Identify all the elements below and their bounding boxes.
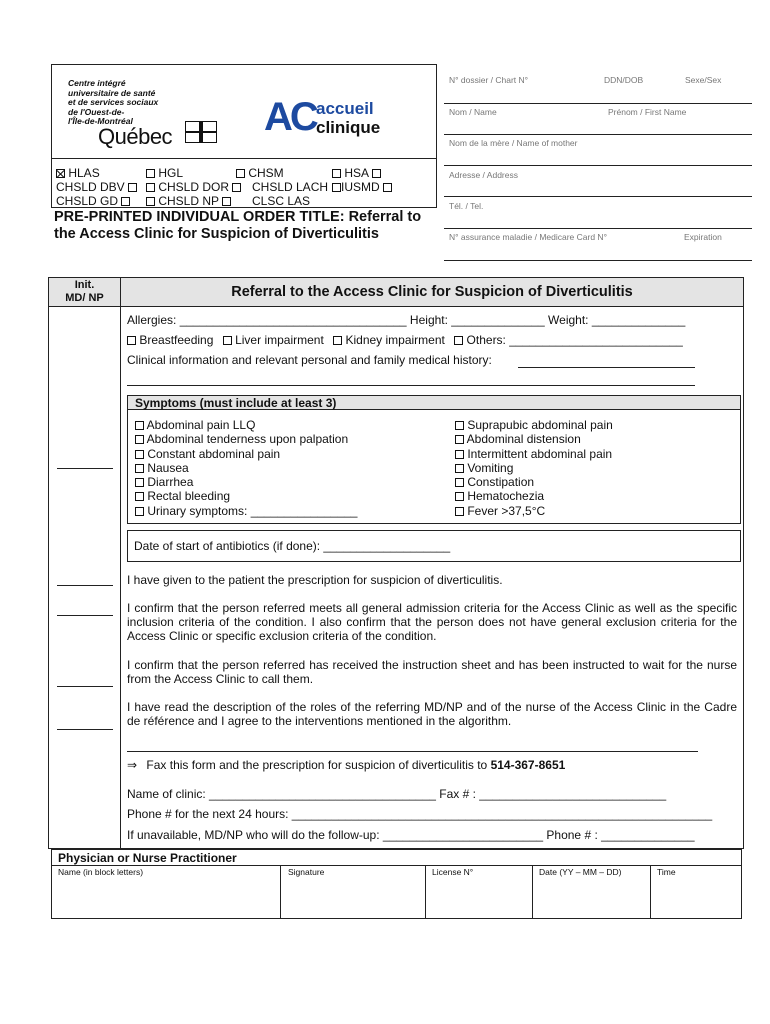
name-field[interactable]: Name (in block letters)	[58, 867, 144, 877]
statement-criteria: I confirm that the person referred meets all general admission criteria for the Access Clinic as well as the specific inclusion criteria of the condition. I also confirm that the person does not have general exclusion criteria for the Access Clinic or specific exclusion criteria of the condition.	[127, 601, 737, 643]
statement-roles: I have read the description of the roles of the referring MD/NP and of the nurse of the Access Clinic in the Cadre de référence and I agree to the interventions mentioned in the algorithm.	[127, 700, 737, 728]
arrow-icon: ⇒	[127, 758, 138, 772]
others-checkbox[interactable]	[454, 336, 463, 345]
site-chsld-gd[interactable]: CHSLD GD	[56, 194, 130, 208]
dob-label: DDN/DOB	[604, 75, 644, 85]
first-name-label: Prénom / First Name	[608, 107, 687, 117]
init-line-symptoms[interactable]	[57, 468, 113, 469]
init-header: Init. MD/ NP	[65, 279, 104, 304]
mother-label: Nom de la mère / Name of mother	[449, 138, 578, 148]
symptom-item[interactable]: Intermittent abdominal pain	[455, 447, 613, 461]
symptoms-right-list	[455, 418, 613, 518]
kidney-checkbox[interactable]	[333, 336, 342, 345]
separator-line	[127, 751, 698, 752]
tel-label: Tél. / Tel.	[449, 201, 484, 211]
chart-label: N° dossier / Chart N°	[449, 75, 529, 85]
site-hsa[interactable]: HSA	[332, 166, 381, 180]
clinical-info-label: Clinical information and relevant personal and family medical history:	[127, 353, 492, 367]
symptom-item[interactable]: Suprapubic abdominal pain	[455, 418, 613, 432]
clinic-name-line[interactable]: Name of clinic: __________________________________ Fax # : ____________________________	[127, 787, 667, 801]
symptom-item[interactable]: Fever >37,5°C	[455, 504, 613, 518]
breastfeeding-checkbox[interactable]	[127, 336, 136, 345]
site-chsm-checkbox[interactable]	[236, 169, 245, 178]
time-field[interactable]: Time	[657, 867, 676, 877]
expiration-label: Expiration	[684, 232, 722, 242]
site-hgl[interactable]: HGL	[146, 166, 183, 180]
init-column-divider	[120, 277, 121, 849]
statement-prescription: I have given to the patient the prescription for suspicion of diverticulitis.	[127, 573, 503, 587]
fleur-de-lis-flag-icon	[185, 121, 217, 143]
symptom-item[interactable]: Urinary symptoms: ________________	[135, 504, 357, 518]
sex-label: Sexe/Sex	[685, 75, 722, 85]
init-line-2[interactable]	[57, 615, 113, 616]
allergies-line[interactable]: Allergies: __________________________________ Height: ______________ Weight: ______________	[127, 313, 686, 327]
site-hsa-checkbox[interactable]	[332, 169, 341, 178]
signature-header-divider	[51, 865, 742, 866]
site-chsm[interactable]: CHSM	[236, 166, 284, 180]
license-field[interactable]: License N°	[432, 867, 474, 877]
symptom-item[interactable]: Constant abdominal pain	[135, 447, 357, 461]
medicare-label: N° assurance maladie / Medicare Card N°	[449, 232, 607, 242]
ac-word-clinique: clinique	[316, 118, 381, 137]
institution-logo: Centre intégré universitaire de santé et de services sociaux de l'Ouest-de- l'Île-de-Montréal	[68, 78, 159, 126]
site-chsld-dbv[interactable]: CHSLD DBV	[56, 180, 137, 194]
init-line-3[interactable]	[57, 686, 113, 687]
symptom-item[interactable]: Rectal bleeding	[135, 489, 357, 503]
symptom-item[interactable]: Constipation	[455, 475, 613, 489]
init-line-1[interactable]	[57, 585, 113, 586]
statement-instruction: I confirm that the person referred has received the instruction sheet and has been instructed to wait for the nurse from the Access Clinic to call them.	[127, 658, 737, 686]
signature-field[interactable]: Signature	[288, 867, 325, 877]
fax-instruction: ⇒ Fax this form and the prescription for suspicion of diverticulitis to 514-367-8651	[127, 758, 566, 772]
site-hgl-checkbox[interactable]	[146, 169, 155, 178]
unavailable-line[interactable]: If unavailable, MD/NP who will do the follow-up: ________________________ Phone # : ______________	[127, 828, 695, 842]
symptom-item[interactable]: Hematochezia	[455, 489, 613, 503]
phone-line[interactable]: Phone # for the next 24 hours: _______________________________________________________________	[127, 807, 713, 821]
site-hlas[interactable]: HLAS	[56, 166, 100, 180]
site-hlas-checkbox[interactable]	[56, 169, 65, 178]
symptoms-title: Symptoms (must include at least 3)	[128, 396, 740, 410]
liver-checkbox[interactable]	[223, 336, 232, 345]
clinical-info-line-2[interactable]	[127, 385, 695, 386]
symptoms-left-list	[135, 418, 357, 518]
ac-word-accueil: accueil	[316, 99, 374, 118]
symptom-item[interactable]: Vomiting	[455, 461, 613, 475]
site-clsc-las[interactable]: CLSC LAS	[252, 194, 311, 208]
site-chsld-dor[interactable]: CHSLD DOR	[146, 180, 241, 194]
symptom-item[interactable]: Abdominal distension	[455, 432, 613, 446]
site-iusmd[interactable]: IUSMD	[332, 180, 392, 194]
symptom-item[interactable]: Diarrhea	[135, 475, 357, 489]
site-chsld-dbv-checkbox[interactable]	[128, 183, 137, 192]
site-chsld-np[interactable]: CHSLD NP	[146, 194, 231, 208]
form-title: PRE-PRINTED INDIVIDUAL ORDER TITLE: Referral to the Access Clinic for Suspicion of Diverticulitis	[54, 209, 422, 242]
ac-letters: AC	[264, 95, 316, 139]
quebec-wordmark: Québec	[98, 124, 173, 149]
section-title: Referral to the Access Clinic for Suspicion of Diverticulitis	[231, 284, 633, 300]
symptom-item[interactable]: Abdominal tenderness upon palpation	[135, 432, 357, 446]
name-label: Nom / Name	[449, 107, 497, 117]
symptom-item[interactable]: Abdominal pain LLQ	[135, 418, 357, 432]
address-label: Adresse / Address	[449, 170, 518, 180]
site-chsld-lach[interactable]: CHSLD LACH	[252, 180, 329, 194]
signature-block-title: Physician or Nurse Practitioner	[58, 851, 237, 865]
clinical-info-line-1[interactable]	[518, 367, 695, 368]
init-line-4[interactable]	[57, 729, 113, 730]
date-field[interactable]: Date (YY – MM – DD)	[539, 867, 622, 877]
symptom-item[interactable]: Nausea	[135, 461, 357, 475]
conditions-row: Breastfeeding Liver impairment Kidney impairment Others: __________________________	[127, 333, 683, 347]
fax-number: 514-367-8651	[490, 758, 566, 772]
antibiotics-line[interactable]: Date of start of antibiotics (if done): ___________________	[134, 539, 451, 553]
